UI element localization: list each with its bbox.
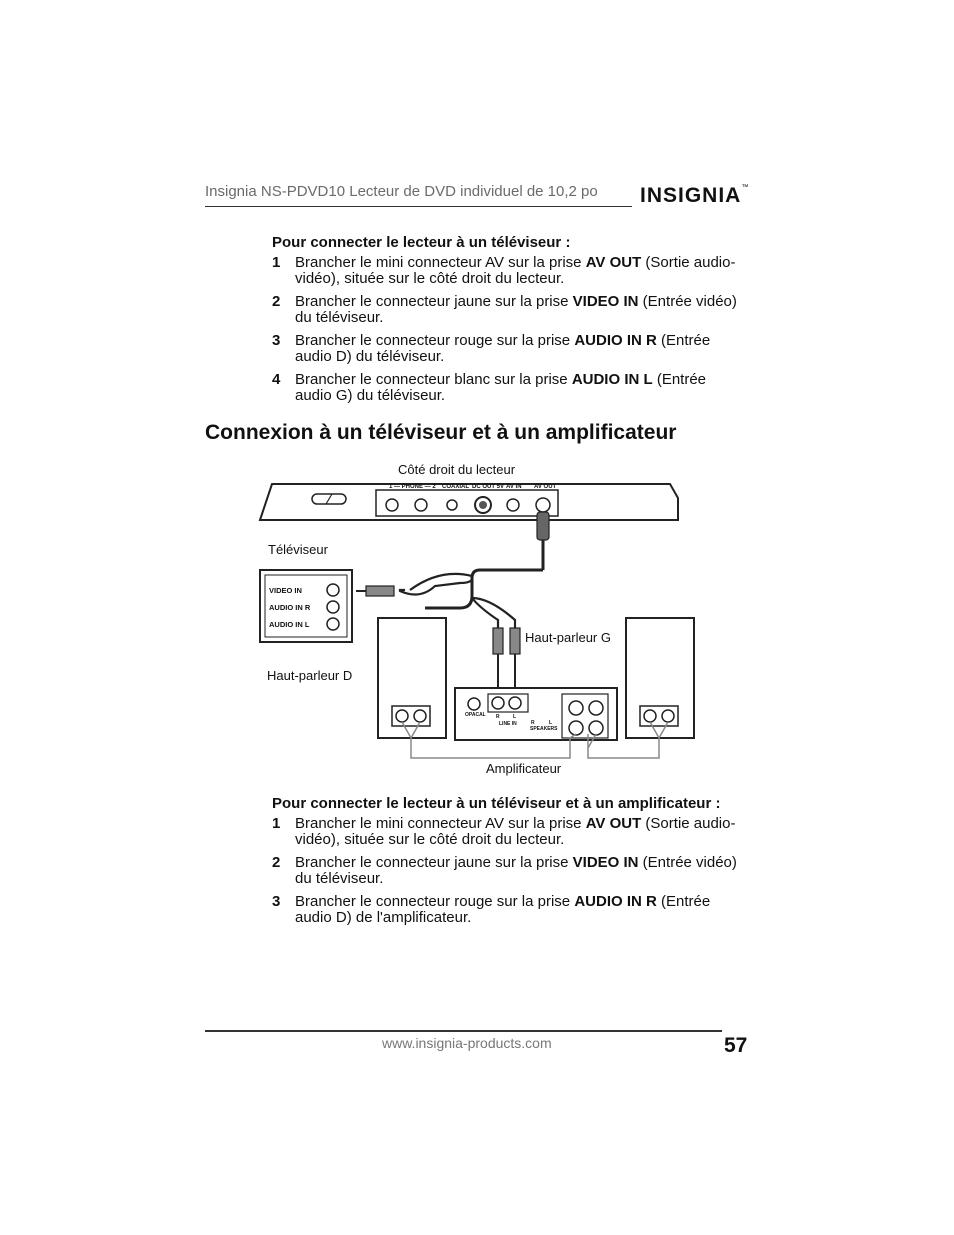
amp-port-spk-l: L (549, 720, 553, 726)
connection-diagram (250, 458, 750, 778)
audio-plug-l (510, 628, 520, 654)
step-text: Brancher le mini connecteur AV sur la prise (295, 254, 586, 271)
amp-port-spk-r: R (531, 720, 535, 726)
step-number: 2 (272, 293, 281, 310)
footer-rule (205, 1030, 722, 1032)
amp-port-l: L (513, 714, 517, 720)
amplifier-label: Amplificateur (486, 761, 562, 776)
step-number: 1 (272, 254, 281, 271)
step-number: 2 (272, 854, 281, 871)
instructions-tv-amp-intro: Pour connecter le lecteur à un téléviseur et à un amplificateur : (272, 795, 721, 812)
step-number: 1 (272, 815, 281, 832)
step-text-end: (Entrée audio G) du téléviseur. (295, 371, 707, 404)
player-label: Côté droit du lecteur (398, 462, 516, 477)
step-text: Brancher le connecteur jaune sur la prise (295, 293, 573, 310)
step-text-end: (Sortie audio-vidéo), située sur le côté droit du lecteur. (295, 815, 736, 848)
footer-url: www.insignia-products.com (382, 1035, 552, 1051)
diagram-drawing (250, 458, 750, 778)
port-label-avin: AV IN (506, 484, 522, 490)
instructions-tv (272, 235, 742, 411)
line-in-l-jack (509, 697, 521, 709)
coaxial-jack (447, 500, 457, 510)
step-text-end: (Sortie audio-vidéo), située sur le côté droit du lecteur. (295, 254, 736, 287)
speaker-left-label: Haut-parleur G (525, 630, 611, 645)
trademark-mark: ™ (741, 184, 750, 191)
step-1 (272, 816, 742, 848)
step-port: VIDEO IN (572, 854, 639, 871)
step-number: 3 (272, 332, 281, 349)
step-port: AUDIO IN R (574, 893, 657, 910)
video-plug (366, 586, 394, 596)
port-label-phone: 1 — PHONE — 2 (389, 484, 436, 490)
optical-jack (468, 698, 480, 710)
step-text: Brancher le mini connecteur AV sur la prise (295, 815, 586, 832)
av-out-jack (536, 498, 550, 512)
step-port: VIDEO IN (572, 293, 639, 310)
speaker-right-label: Haut-parleur D (267, 668, 353, 683)
tv-video-in-jack (327, 584, 339, 596)
header-rule (205, 206, 632, 207)
player-port-panel (376, 490, 558, 516)
step-text-end: (Entrée audio D) de l'amplificateur. (295, 893, 711, 926)
step-port: AUDIO IN R (574, 332, 657, 349)
step-2 (272, 294, 742, 326)
step-port: AV OUT (585, 815, 642, 832)
tv-port-audio-l: AUDIO IN L (269, 620, 310, 629)
step-text-end: (Entrée audio D) du téléviseur. (295, 332, 711, 365)
step-text-end: (Entrée vidéo) du téléviseur. (295, 293, 737, 326)
amp-port-r: R (496, 714, 500, 720)
step-text: Brancher le connecteur rouge sur la prise (295, 893, 575, 910)
amp-port-linein: LINE IN (499, 721, 517, 727)
insignia-logo (640, 184, 749, 208)
step-2 (272, 855, 742, 887)
page-number: 57 (724, 1034, 748, 1057)
audio-plug-r (493, 628, 503, 654)
step-number: 3 (272, 893, 281, 910)
step-text: Brancher le connecteur rouge sur la prise (295, 332, 575, 349)
port-label-dcout: DC OUT 5V (472, 484, 505, 490)
audio-cable-r (472, 598, 498, 628)
tv-audio-l-jack (327, 618, 339, 630)
instructions-tv-amp (272, 796, 742, 933)
tv-port-audio-r: AUDIO IN R (269, 603, 311, 612)
step-4 (272, 372, 742, 404)
running-header: Insignia NS-PDVD10 Lecteur de DVD individuel de 10,2 po (205, 183, 598, 200)
phone-jack-2 (415, 499, 427, 511)
step-3 (272, 333, 742, 365)
step-text: Brancher le connecteur blanc sur la prise (295, 371, 572, 388)
audio-cable-l (472, 598, 515, 628)
tv-label: Téléviseur (268, 542, 328, 557)
tv-port-video: VIDEO IN (269, 586, 302, 595)
logo-wordmark: INSIGNIA (640, 184, 742, 207)
step-1 (272, 255, 742, 287)
port-label-coaxial: COAXIAL (442, 484, 469, 490)
step-number: 4 (272, 371, 281, 388)
step-3 (272, 894, 742, 926)
step-text: Brancher le connecteur jaune sur la prise (295, 854, 573, 871)
step-port: AV OUT (585, 254, 642, 271)
line-in-r-jack (492, 697, 504, 709)
phone-jack-1 (386, 499, 398, 511)
amp-port-optical: OPACAL (465, 712, 486, 718)
instructions-tv-intro: Pour connecter le lecteur à un téléviseur : (272, 234, 571, 251)
step-text-end: (Entrée vidéo) du téléviseur. (295, 854, 737, 887)
port-label-avout: AV OUT (534, 484, 557, 490)
amp-port-speakers: SPEAKERS (530, 726, 558, 732)
av-out-plug (537, 512, 549, 540)
tv-audio-r-jack (327, 601, 339, 613)
step-port: AUDIO IN L (571, 371, 653, 388)
av-in-jack (507, 499, 519, 511)
section-heading: Connexion à un téléviseur et à un amplificateur (205, 421, 677, 444)
